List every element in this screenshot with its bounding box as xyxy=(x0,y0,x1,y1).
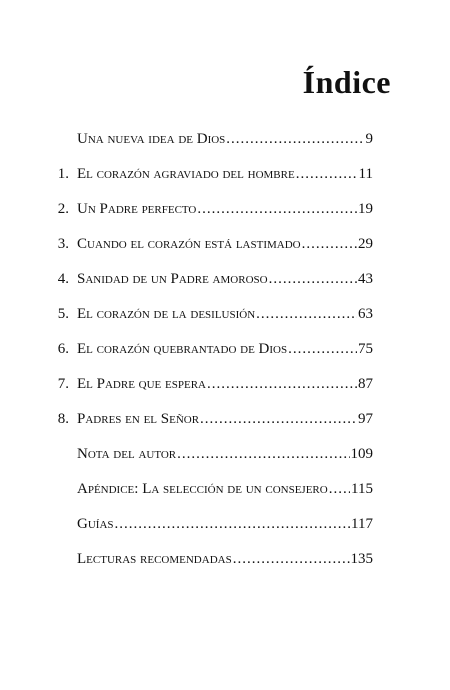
page-number: 87 xyxy=(358,376,373,392)
page-number: 11 xyxy=(358,166,373,182)
toc-row xyxy=(77,512,373,536)
dot-leader xyxy=(329,477,350,501)
page-number: 109 xyxy=(350,446,373,462)
dot-leader xyxy=(197,197,357,221)
toc-row xyxy=(77,127,373,151)
chapter-number: 5. xyxy=(57,306,69,322)
toc-row xyxy=(77,442,373,466)
toc-entry xyxy=(0,407,450,431)
chapter-title: El corazón de la desilusión xyxy=(77,306,256,322)
dot-leader xyxy=(269,267,357,291)
dot-leader xyxy=(256,302,357,326)
toc-entry xyxy=(0,232,450,256)
chapter-title: Sanidad de un Padre amoroso xyxy=(77,271,268,287)
page-number: 75 xyxy=(358,341,373,357)
dot-leader xyxy=(115,512,351,536)
page-number: 19 xyxy=(358,201,373,217)
toc-entry xyxy=(0,337,450,361)
chapter-number: 7. xyxy=(57,376,69,392)
chapter-title: Padres en el Señor xyxy=(77,411,200,427)
toc-entry xyxy=(0,302,450,326)
dot-leader xyxy=(226,127,364,151)
chapter-title: El corazón quebrantado de Dios xyxy=(77,341,288,357)
page-number: 29 xyxy=(358,236,373,252)
toc-row xyxy=(77,232,373,256)
toc-entry xyxy=(0,162,450,186)
chapter-title: Lecturas recomendadas xyxy=(77,551,232,567)
chapter-title: Un Padre perfecto xyxy=(77,201,197,217)
dot-leader xyxy=(296,162,358,186)
toc-entry xyxy=(0,512,450,536)
dot-leader xyxy=(233,547,350,571)
chapter-number: 1. xyxy=(57,166,69,182)
dot-leader xyxy=(200,407,357,431)
chapter-title: Cuando el corazón está lastimado xyxy=(77,236,301,252)
toc-row xyxy=(77,302,373,326)
page-number: 135 xyxy=(350,551,373,567)
chapter-title: El Padre que espera xyxy=(77,376,206,392)
toc-entry xyxy=(0,197,450,221)
toc-row xyxy=(77,547,373,571)
toc-entry xyxy=(0,372,450,396)
chapter-title: Una nueva idea de Dios xyxy=(77,131,226,147)
page-number: 115 xyxy=(351,481,373,497)
chapter-title: Guías xyxy=(77,516,114,532)
toc-row xyxy=(77,407,373,431)
dot-leader xyxy=(207,372,357,396)
page-number: 97 xyxy=(358,411,373,427)
dot-leader xyxy=(302,232,357,256)
toc-entry xyxy=(0,127,450,151)
chapter-number: 4. xyxy=(57,271,69,287)
chapter-number: 2. xyxy=(57,201,69,217)
chapter-title: Nota del autor xyxy=(77,446,177,462)
chapter-title: El corazón agraviado del hombre xyxy=(77,166,295,182)
chapter-title: Apéndice: La selección de un consejero xyxy=(77,481,328,497)
dot-leader xyxy=(288,337,357,361)
page-title: Índice xyxy=(302,64,391,100)
toc-row xyxy=(77,162,373,186)
chapter-number: 8. xyxy=(57,411,69,427)
page-number: 63 xyxy=(358,306,373,322)
toc-entry xyxy=(0,442,450,466)
toc-entry xyxy=(0,267,450,291)
toc-row xyxy=(77,337,373,361)
page-number: 43 xyxy=(358,271,373,287)
page-number: 9 xyxy=(365,131,373,147)
dot-leader xyxy=(177,442,349,466)
page-number: 117 xyxy=(351,516,373,532)
toc-entry xyxy=(0,547,450,571)
toc-row xyxy=(77,197,373,221)
chapter-number: 6. xyxy=(57,341,69,357)
toc-row xyxy=(77,267,373,291)
toc-entry xyxy=(0,477,450,501)
toc-row xyxy=(77,477,373,501)
chapter-number: 3. xyxy=(57,236,69,252)
toc-row xyxy=(77,372,373,396)
